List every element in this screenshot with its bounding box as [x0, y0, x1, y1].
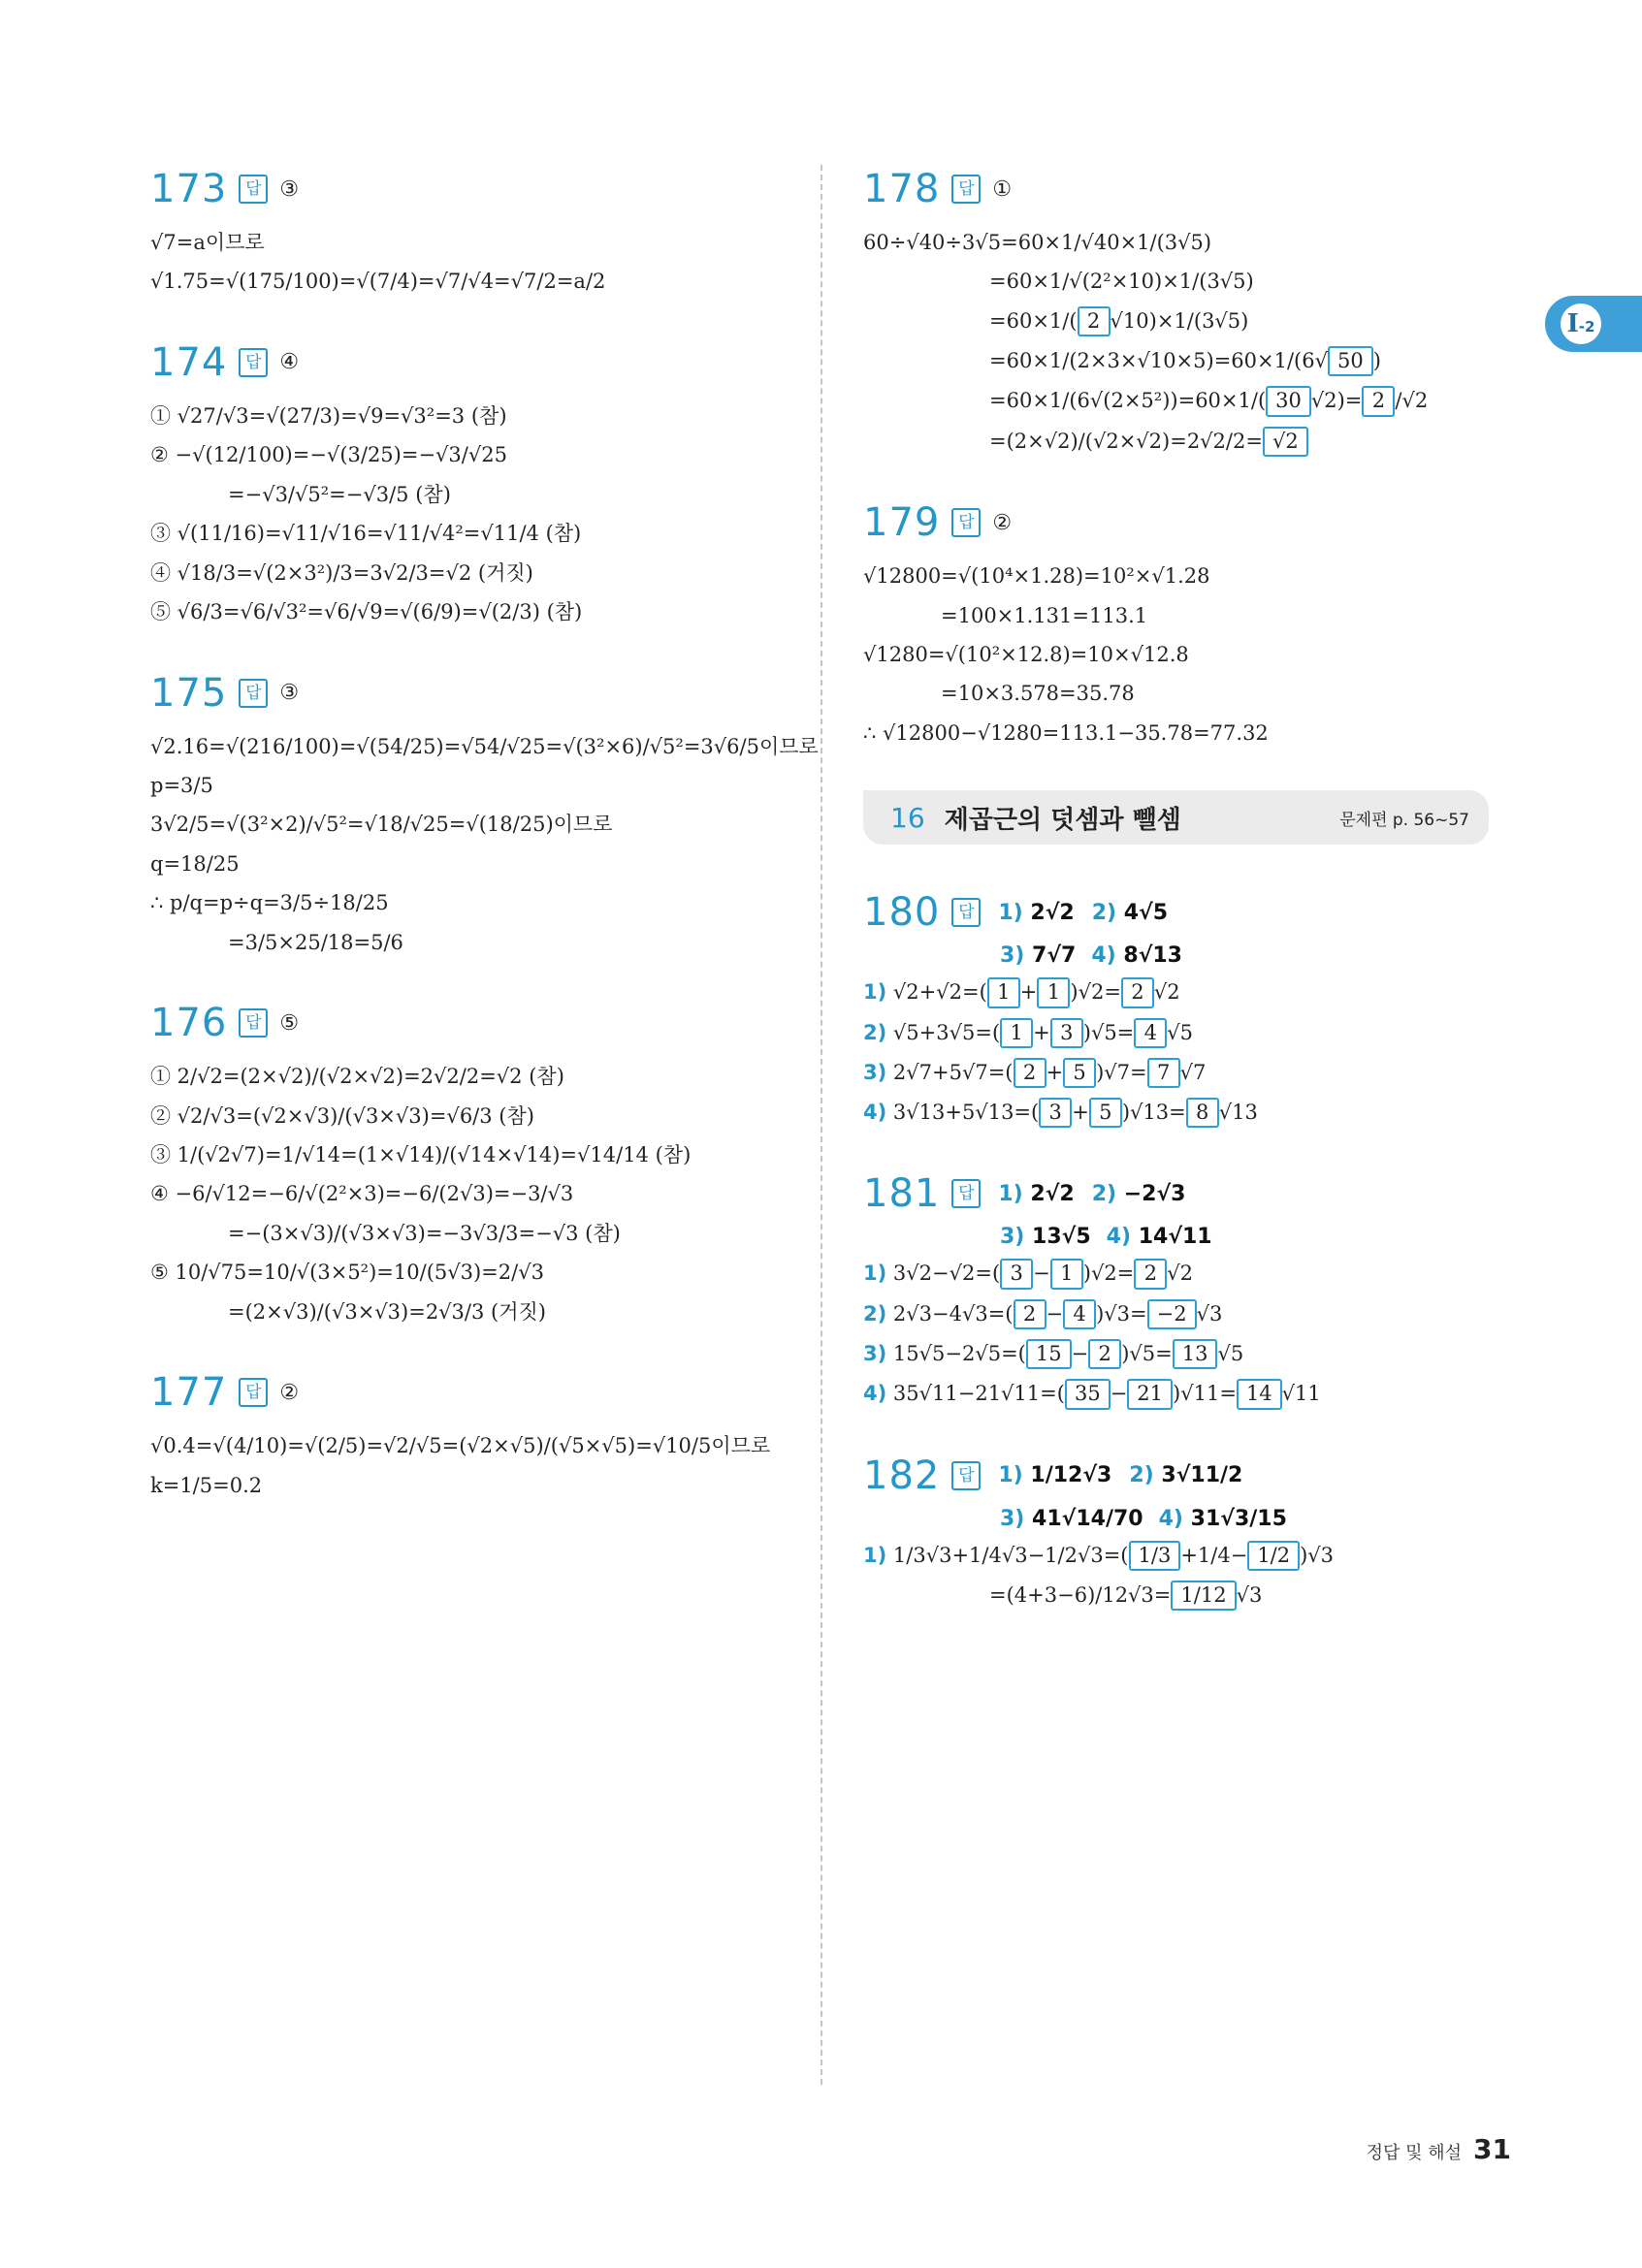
right-column: [863, 160, 1494, 1647]
footer-text: 정답 및 해설: [1366, 2143, 1463, 2163]
solution-line: p=3/5: [150, 773, 213, 797]
answer-choice: ③: [279, 176, 300, 202]
answer-item: 3) 13√5: [1000, 1225, 1091, 1250]
solution-line: ④ −6/√12=−6/√(2²×3)=−6/(2√3)=−3/√3: [150, 1182, 574, 1206]
answer-choice: ⑤: [279, 1010, 300, 1036]
answer-badge: 답: [239, 679, 268, 708]
solution-line: 60÷√40÷3√5=60×1/√40×1/(3√5): [863, 231, 1212, 254]
solution-line: ② −√(12/100)=−√(3/25)=−√3/√25: [150, 443, 507, 467]
solution-line: √2.16=√(216/100)=√(54/25)=√54/√25=√(3²×6)/√5²=3√6/5이므로: [150, 734, 819, 758]
problem-179: [863, 494, 1494, 748]
solution-line: √1280=√(10²×12.8)=10×√12.8: [863, 642, 1189, 666]
section-title: 제곱근의 덧셈과 뺄셈: [944, 805, 1181, 835]
answer-item: 2) 3√11/2: [1129, 1463, 1243, 1488]
answer-item: 1) 1/12√3: [998, 1463, 1112, 1488]
answer-choice: ③: [279, 681, 300, 705]
answer-choice: ②: [992, 510, 1013, 535]
solution-line: ③ √(11/16)=√11/√16=√11/√4²=√11/4 (참): [150, 522, 582, 546]
answer-item: 2) −2√3: [1091, 1181, 1186, 1206]
column-divider: [821, 165, 822, 2085]
solution-line: 2) √5+3√5=( 1 + 3 )√5= 4 √5: [863, 1018, 1494, 1048]
answer-item: 1) 2√2: [998, 1181, 1075, 1206]
answer-item: 2) 4√5: [1091, 900, 1169, 925]
answer-item: 4) 31√3/15: [1158, 1506, 1287, 1531]
answer-badge: 답: [951, 1461, 981, 1490]
solution-line: ③ 1/(√2√7)=1/√14=(1×√14)/(√14×√14)=√14/14 (참): [150, 1143, 692, 1166]
problem-number: 177: [150, 1370, 228, 1416]
problem-173: [150, 160, 800, 297]
solution-line: 1) 3√2−√2=( 3 − 1 )√2= 2 √2: [863, 1259, 1494, 1289]
solution-line: ∴ p/q=p÷q=3/5÷18/25: [150, 891, 389, 915]
problem-180: [863, 883, 1494, 1128]
section-page-ref: 문제편 p. 56~57: [1339, 810, 1469, 830]
problem-number: 182: [863, 1453, 941, 1498]
left-column: [150, 160, 819, 1537]
problem-182: [863, 1447, 1494, 1612]
chapter-tab: [1545, 296, 1642, 352]
problem-174: [150, 334, 800, 627]
page-footer: [1367, 2133, 1511, 2165]
solution-line: =60×1/(6√(2×5²))=60×1/( 30 √2)= 2 /√2: [863, 386, 1494, 416]
solution-line: √12800=√(10⁴×1.28)=10²×√1.28: [863, 564, 1210, 589]
problem-number: 176: [150, 1001, 228, 1046]
answer-choice: ①: [992, 176, 1013, 202]
answer-badge: 답: [951, 898, 981, 927]
answer-choice: ④: [279, 350, 300, 375]
problem-177: [150, 1363, 800, 1500]
solution-line: =100×1.131=113.1: [941, 603, 1148, 627]
problem-181: [863, 1165, 1494, 1409]
solution-line: ② √2/√3=(√2×√3)/(√3×√3)=√6/3 (참): [150, 1103, 534, 1128]
solution-line: √7=a이므로: [150, 231, 265, 254]
solution-line: 3) 2√7+5√7=( 2 + 5 )√7= 7 √7: [863, 1058, 1494, 1088]
solution-line: =−(3×√3)/(√3×√3)=−3√3/3=−√3 (참): [228, 1221, 621, 1245]
solution-line: q=18/25: [150, 851, 240, 876]
problem-number: 174: [150, 339, 228, 385]
solution-line: ⑤ 10/√75=10/√(3×5²)=10/(5√3)=2/√3: [150, 1261, 544, 1285]
solution-line: 4) 3√13+5√13=( 3 + 5 )√13= 8 √13: [863, 1098, 1494, 1128]
answer-badge: 답: [239, 1008, 268, 1038]
solution-line: =60×1/( 2 √10)×1/(3√5): [863, 306, 1494, 336]
solution-line: √0.4=√(4/10)=√(2/5)=√2/√5=(√2×√5)/(√5×√5)=√10/5이므로: [150, 1434, 771, 1458]
solution-line: ① √27/√3=√(27/3)=√9=√3²=3 (참): [150, 403, 507, 428]
problem-number: 178: [863, 167, 941, 211]
problem-number: 173: [150, 167, 228, 211]
solution-line: 1) 1/3√3+1/4√3−1/2√3=( 1/3 +1/4− 1/2 )√3: [863, 1541, 1494, 1571]
solution-line: 4) 35√11−21√11=( 35 − 21 )√11= 14 √11: [863, 1379, 1494, 1409]
problem-178: [863, 160, 1494, 457]
solution-line: =(4+3−6)/12√3= 1/12 √3: [863, 1581, 1494, 1611]
answer-badge: 답: [239, 1378, 268, 1407]
blank-box: 50: [1328, 346, 1373, 376]
problem-number: 175: [150, 670, 228, 716]
solution-line: =60×1/(2×3×√10×5)=60×1/(6√ 50 ): [863, 346, 1494, 376]
blank-box: 30: [1266, 386, 1311, 416]
section-header: [863, 790, 1489, 845]
answer-choice: ②: [279, 1380, 300, 1405]
solution-line: k=1/5=0.2: [150, 1473, 263, 1497]
solution-line: 3) 15√5−2√5=( 15 − 2 )√5= 13 √5: [863, 1339, 1494, 1369]
solution-line: =−√3/√5²=−√3/5 (참): [228, 482, 451, 506]
blank-box: 2: [1078, 306, 1111, 336]
solution-line: =3/5×25/18=5/6: [228, 930, 403, 954]
chapter-tab-label: I-2: [1561, 303, 1601, 344]
solution-line: =(2×√3)/(√3×√3)=2√3/3 (거짓): [228, 1299, 546, 1324]
page-number: 31: [1473, 2133, 1511, 2165]
solution-line: ④ √18/3=√(2×3²)/3=3√2/3=√2 (거짓): [150, 560, 533, 585]
answer-badge: 답: [951, 1179, 981, 1208]
answer-badge: 답: [951, 175, 981, 204]
answer-badge: 답: [239, 348, 268, 377]
solution-line: 3√2/5=√(3²×2)/√5²=√18/√25=√(18/25)이므로: [150, 813, 613, 837]
problem-175: [150, 664, 819, 958]
solution-line: =10×3.578=35.78: [941, 682, 1135, 706]
blank-box: 2: [1362, 386, 1395, 416]
answer-item: 4) 8√13: [1091, 943, 1182, 969]
solution-line: 2) 2√3−4√3=( 2 − 4 )√3= −2 √3: [863, 1299, 1494, 1329]
blank-box: √2: [1263, 427, 1308, 457]
solution-line: ∴ √12800−√1280=113.1−35.78=77.32: [863, 720, 1269, 745]
answer-item: 3) 41√14/70: [1000, 1506, 1143, 1531]
section-number: 16: [890, 801, 925, 834]
solution-line: =(2×√2)/(√2×√2)=2√2/2= √2: [863, 427, 1494, 457]
answer-badge: 답: [239, 175, 268, 204]
solution-line: ⑤ √6/3=√6/√3²=√6/√9=√(6/9)=√(2/3) (참): [150, 600, 583, 624]
problem-number: 179: [863, 500, 941, 546]
solution-line: √1.75=√(175/100)=√(7/4)=√7/√4=√7/2=a/2: [150, 270, 606, 294]
solution-line: 1) √2+√2=( 1 + 1 )√2= 2 √2: [863, 977, 1494, 1007]
answer-item: 4) 14√11: [1106, 1225, 1212, 1250]
solution-line: ① 2/√2=(2×√2)/(√2×√2)=2√2/2=√2 (참): [150, 1065, 564, 1089]
problem-number: 181: [863, 1171, 941, 1217]
problem-176: [150, 994, 800, 1326]
problem-number: 180: [863, 890, 941, 936]
answer-badge: 답: [951, 508, 981, 537]
solution-line: =60×1/√(2²×10)×1/(3√5): [989, 270, 1254, 294]
answer-item: 1) 2√2: [998, 900, 1075, 925]
answer-item: 3) 7√7: [1000, 943, 1077, 969]
